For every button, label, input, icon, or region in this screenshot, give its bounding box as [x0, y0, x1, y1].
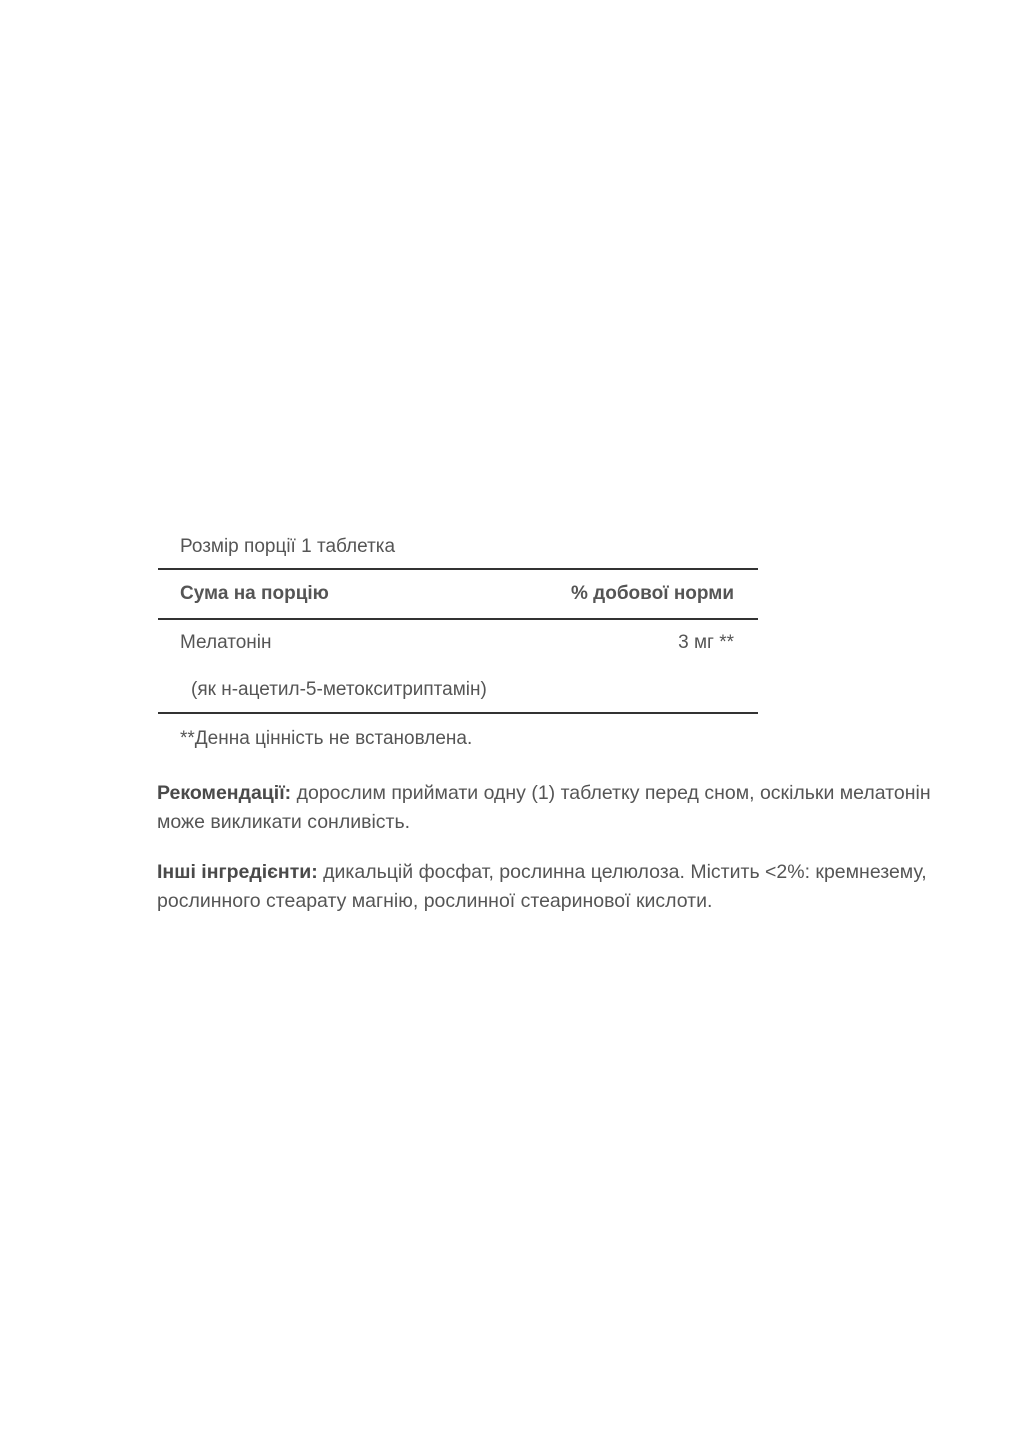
ingredient-name: Мелатонін: [180, 632, 272, 653]
daily-value-header: % добової норми: [570, 583, 734, 604]
supplement-facts-table: [158, 532, 758, 764]
ingredient-source: (як н-ацетил-5-метокситриптамін): [158, 666, 758, 714]
other-ingredients-paragraph: [157, 858, 937, 916]
other-ingredients-label: Інші інгредієнти:: [157, 861, 318, 883]
recommendations-text: дорослим приймати одну (1) таблетку перед сном, оскільки мелатонін може викликати сонливість.: [157, 782, 931, 833]
serving-size: Розмір порції 1 таблетка: [158, 532, 758, 570]
recommendations-label: Рекомендації:: [157, 782, 292, 804]
other-ingredients-text: дикальцій фосфат, рослинна целюлоза. Містить <2%: кремнезему, рослинного стеарату магнію, рослинної стеаринової кислоти.: [157, 861, 927, 912]
daily-value-footnote: **Денна цінність не встановлена.: [180, 728, 473, 749]
table-row: [158, 620, 758, 666]
ingredient-amount: 3 мг **: [678, 632, 734, 653]
recommendations-paragraph: [157, 779, 937, 837]
table-header-row: [158, 570, 758, 620]
amount-per-serving-header: Сума на порцію: [180, 583, 329, 604]
